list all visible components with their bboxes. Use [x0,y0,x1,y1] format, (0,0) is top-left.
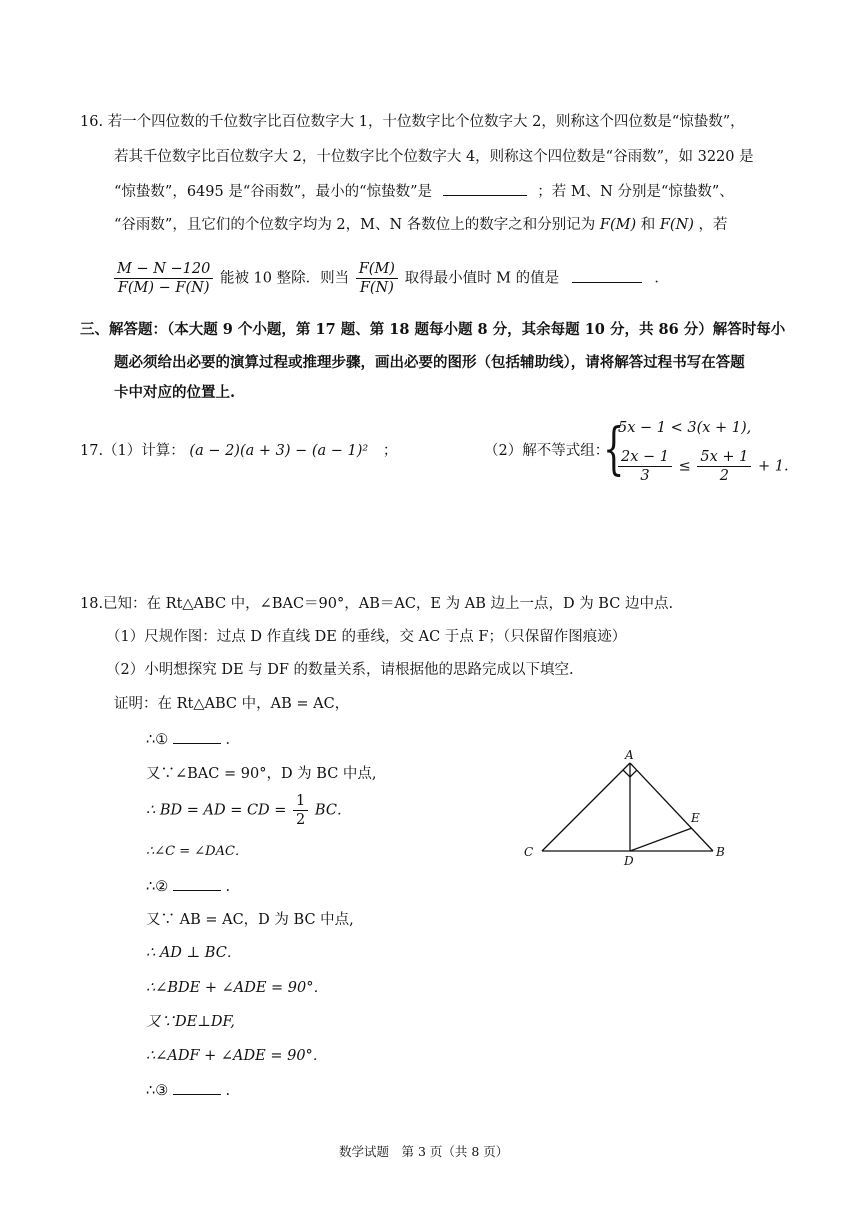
q16-line5-text: 能被 10 整除．则当 [219,270,350,287]
fraction-mn [114,260,213,297]
proof-blank-3[interactable] [173,1080,221,1095]
triangle-figure [510,748,740,868]
q16-line3-text: “惊蛰数”，6495 是“谷雨数”，最小的“惊蛰数”是 [114,184,432,200]
fraction-half-numerator: 1 [293,792,308,811]
q17-label: 17.（1）计算： [80,443,185,459]
fraction-fn-denominator: F(N) [359,280,394,296]
label-b: B [716,845,725,859]
section3-line3: 卡中对应的位置上. [114,384,236,401]
fraction-half-denominator: 2 [296,812,306,828]
answer-blank-2[interactable] [572,268,642,283]
proof-step-5-label: ∴② [146,879,169,895]
fraction-2x [618,448,672,485]
fm-expr: F(M) [599,217,637,233]
fraction-mn-numerator: M − N −120 [114,260,213,279]
fraction-2x-numerator: 2x − 1 [618,448,672,467]
le-symbol: ≤ [678,458,691,475]
label-c: C [524,845,534,859]
proof-step-10: ∴∠ADF + ∠ADE = 90°． [146,1048,328,1064]
fraction-mn-denominator: F(M) − F(N) [117,280,210,296]
section3-line1: 三、解答题：（本大题 9 个小题，第 17 题、第 18 题每小题 8 分，其余每题 10 分，共 86 分）解答时每小 [80,321,786,338]
proof-step-1 [146,729,240,750]
proof-blank-2[interactable] [173,876,221,891]
inequality-1: 5x − 1 < 3(x + 1), [618,420,752,436]
q18-part2: （2）小明想探究 DE 与 DF 的数量关系，请根据他的思路完成以下填空. [106,662,574,678]
proof-step-2: 又∵∠BAC = 90°，D 为 BC 中点, [146,766,377,782]
label-e: E [691,811,700,825]
page-footer: 数学试题 第 3 页（共 8 页） [339,1144,509,1159]
and-word: 和 [640,217,656,233]
fraction-fm-fn [356,260,398,297]
proof-step-6: 又∵ AB = AC，D 为 BC 中点, [146,912,354,928]
proof-intro: 证明：在 Rt△ABC 中，AB = AC， [114,696,350,712]
proof-step-5-end: . [225,879,231,895]
answer-blank-1[interactable] [443,181,527,196]
proof-step-3-end: BC． [314,802,352,819]
proof-step-11-label: ∴③ [146,1083,169,1099]
fraction-5x-denominator: 2 [719,468,729,484]
fraction-fm-numerator: F(M) [356,260,398,279]
q16-line3 [114,181,734,202]
proof-step-1-label: ∴① [146,732,169,748]
q16-line4-end: ，若 [698,217,728,233]
proof-step-5 [146,876,230,897]
proof-step-1-end: ． [225,732,240,748]
proof-step-7: ∴ AD ⊥ BC． [146,945,242,961]
inequality-2 [616,448,789,485]
fraction-5x-numerator: 5x + 1 [697,448,751,467]
fraction-2x-denominator: 3 [640,468,650,484]
q16-line5 [112,260,669,297]
q16-line3-rest: ；若 M、N 分别是“惊蛰数”、 [537,184,734,200]
q16-line4 [114,215,728,235]
q18-part1: （1）尺规作图：过点 D 作直线 DE 的垂线，交 AC 于点 F；（只保留作图痕迹） [106,629,627,645]
proof-step-3 [146,792,351,829]
fraction-5x [697,448,751,485]
q16-line2: 若其千位数字比百位数字大 2，十位数字比个位数字大 4，则称这个四位数是“谷雨数”，如 3220 是 [114,149,754,165]
fn-expr: F(N) [659,217,694,233]
q16-line4-text: “谷雨数”，且它们的个位数字均为 2，M、N 各数位上的数字之和分别记为 [114,217,596,233]
q17-separator: ； [382,443,398,459]
q17-expression: (a − 2)(a + 3) − (a − 1)² [189,443,369,459]
system-brace: { [603,417,625,482]
q16-line1: 16. 若一个四位数的千位数字比百位数字大 1，十位数字比个位数字大 2，则称这个四位数是“惊蛰数”， [80,114,745,130]
proof-step-4: ∴∠C = ∠DAC． [146,844,248,859]
proof-blank-1[interactable] [173,729,221,744]
proof-step-11-end: . [225,1083,231,1099]
q17-part2-label: （2）解不等式组： [484,443,610,459]
q18-line1: 18.已知：在 Rt△ABC 中，∠BAC＝90°，AB＝AC，E 为 AB 边上一点，D 为 BC 边中点. [80,596,674,612]
proof-step-9: 又∵DE⊥DF, [146,1014,235,1030]
side-ca [542,763,630,851]
section3-line2: 题必须给出必要的演算过程或推理步骤，画出必要的图形（包括辅助线），请将解答过程书写在答题 [114,354,745,371]
proof-step-11 [146,1080,230,1101]
segment-de [630,828,692,851]
q16-line5-end: ． [654,270,669,287]
q17-part1 [80,441,397,461]
fraction-half [293,792,308,829]
label-d: D [624,854,634,868]
proof-step-3-text: ∴ BD = AD = CD = [146,802,287,819]
side-ab [630,763,713,851]
q16-line5-rest: 取得最小值时 M 的值是 [404,270,560,287]
inequality-2-end: + 1. [757,458,789,475]
proof-step-8: ∴∠BDE + ∠ADE = 90°． [146,980,329,996]
label-a: A [625,748,634,762]
